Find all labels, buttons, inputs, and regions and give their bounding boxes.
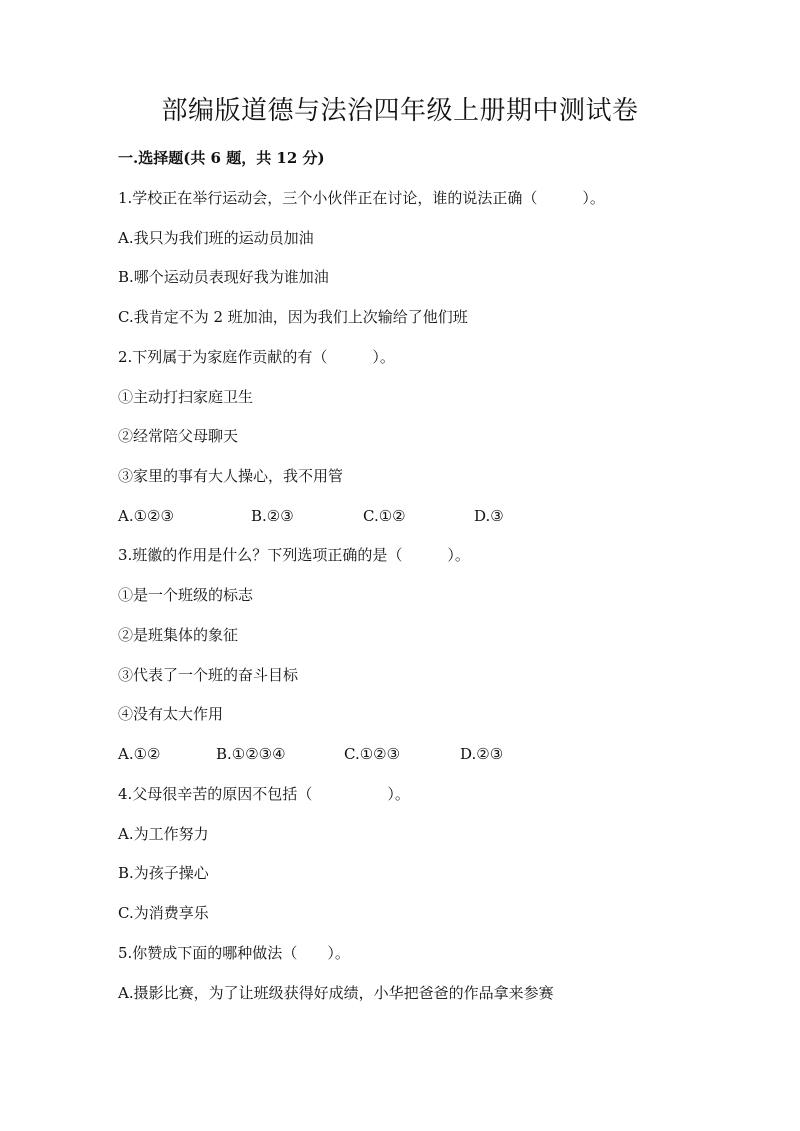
- question-5-stem: 5.你赞成下面的哪种做法（ ）。: [118, 944, 350, 962]
- page-title: 部编版道德与法治四年级上册期中测试卷: [161, 96, 639, 126]
- question-4-option-a: A.为工作努力: [118, 825, 209, 843]
- question-3-stem: 3.班徽的作用是什么？下列选项正确的是（ ）。: [118, 546, 470, 564]
- section-heading: 一.选择题(共 6 题，共 12 分): [118, 149, 325, 167]
- question-2-statement-3: ③家里的事有大人操心，我不用管: [118, 467, 344, 485]
- question-2-statement-1: ①主动打扫家庭卫生: [118, 388, 254, 406]
- question-1-stem: 1.学校正在举行运动会，三个小伙伴正在讨论，谁的说法正确（ ）。: [118, 189, 605, 207]
- question-1-option-c: C.我肯定不为 2 班加油，因为我们上次输给了他们班: [118, 308, 468, 326]
- question-4-option-b: B.为孩子操心: [118, 864, 209, 882]
- question-2-option-c: C.①②: [363, 507, 406, 525]
- question-3-statement-2: ②是班集体的象征: [118, 626, 239, 644]
- question-2-option-d: D.③: [474, 507, 504, 525]
- question-3-option-c: C.①②③: [344, 745, 401, 763]
- question-1-option-a: A.我只为我们班的运动员加油: [118, 229, 314, 247]
- question-1-option-b: B.哪个运动员表现好我为谁加油: [118, 268, 329, 286]
- question-2-option-a: A.①②③: [118, 507, 174, 525]
- question-5-option-a: A.摄影比赛，为了让班级获得好成绩，小华把爸爸的作品拿来参赛: [118, 984, 554, 1002]
- question-3-option-b: B.①②③④: [216, 745, 286, 763]
- question-4-option-c: C.为消费享乐: [118, 904, 209, 922]
- question-3-statement-1: ①是一个班级的标志: [118, 586, 254, 604]
- question-3-option-a: A.①②: [118, 745, 161, 763]
- question-3-option-d: D.②③: [460, 745, 504, 763]
- question-2-stem: 2.下列属于为家庭作贡献的有（ ）。: [118, 348, 395, 366]
- question-3-statement-3: ③代表了一个班的奋斗目标: [118, 666, 299, 684]
- question-2-option-b: B.②③: [251, 507, 294, 525]
- question-4-stem: 4.父母很辛苦的原因不包括（ ）。: [118, 785, 410, 803]
- question-3-statement-4: ④没有太大作用: [118, 705, 224, 723]
- question-2-statement-2: ②经常陪父母聊天: [118, 427, 239, 445]
